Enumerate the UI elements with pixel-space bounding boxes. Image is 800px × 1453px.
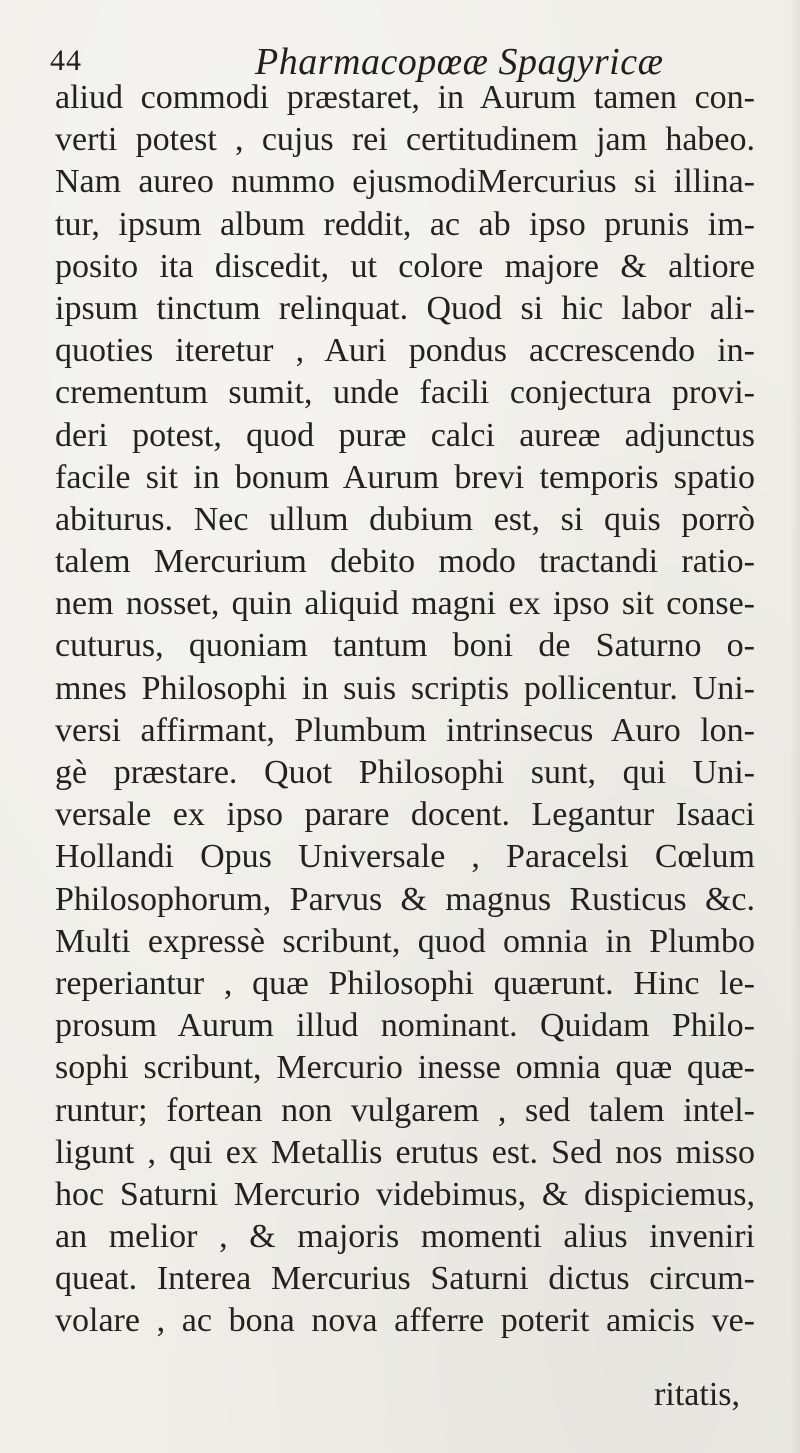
text-line: aliud commodi præstaret, in Aurum tamen con- [55, 79, 755, 116]
text-line: Multi expressè scribunt, quod omnia in Plumbo [55, 922, 755, 960]
text-line: gè præstare. Quot Philosophi sunt, qui Uni- [55, 754, 755, 791]
text-line: versi affirmant, Plumbum intrinsecus Auro lon- [55, 711, 755, 749]
text-line: crementum sumit, unde facili conjectura provi- [55, 374, 755, 412]
text-line: tur, ipsum album reddit, ac ab ipso prunis im- [55, 205, 755, 243]
text-line: reperiantur , quæ Philosophi quærunt. Hinc le- [55, 964, 755, 1002]
text-line: Philosophorum, Parvus & magnus Rusticus &c. [55, 880, 755, 918]
running-head [50, 40, 760, 83]
text-line: mnes Philosophi in suis scriptis pollicentur. Uni- [55, 669, 755, 707]
text-line: runtur; fortean non vulgarem , sed talem intel- [55, 1091, 755, 1129]
text-line: cuturus, quoniam tantum boni de Saturno o- [55, 627, 755, 665]
text-line: queat. Interea Mercurius Saturni dictus circum- [55, 1260, 755, 1298]
text-line: posito ita discedit, ut colore majore & altiore [55, 247, 755, 285]
body-text [55, 77, 755, 1343]
text-line: an melior , & majoris momenti alius inveniri [55, 1218, 755, 1256]
text-line: sophi scribunt, Mercurio inesse omnia quæ quæ- [55, 1049, 755, 1087]
text-line: talem Mercurium debito modo tractandi ratio- [55, 543, 755, 581]
text-line: Hollandi Opus Universale , Paracelsi Cœlum [55, 838, 755, 876]
text-line: versale ex ipso parare docent. Legantur Isaaci [55, 796, 755, 834]
text-line: ligunt , qui ex Metallis erutus est. Sed nos misso [55, 1133, 755, 1171]
text-line: Nam aureo nummo ejusmodiMercurius si illina- [55, 163, 755, 201]
text-line: abiturus. Nec ullum dubium est, si quis porrò [55, 500, 755, 538]
text-line: deri potest, quod puræ calci aureæ adjunctus [55, 416, 755, 454]
text-line: nem nosset, quin aliquid magni ex ipso sit conse- [55, 585, 755, 623]
text-line: volare , ac bona nova afferre poterit amicis ve- [55, 1302, 755, 1340]
text-line: verti potest , cujus rei certitudinem jam habeo. [55, 121, 755, 159]
text-line: prosum Aurum illud nominant. Quidam Philo- [55, 1007, 755, 1045]
page-number: 44 [50, 44, 82, 77]
running-title: Pharmacopœæ Spagyricæ [255, 41, 664, 83]
text-line: ipsum tinctum relinquat. Quod si hic labor ali- [55, 289, 755, 327]
text-line: hoc Saturni Mercurio videbimus, & dispiciemus, [55, 1175, 755, 1213]
text-line: facile sit in bonum Aurum brevi temporis spatio [55, 458, 755, 496]
text-line: quoties iteretur , Auri pondus accrescendo in- [55, 332, 755, 370]
catchword: ritatis, [654, 1376, 740, 1413]
